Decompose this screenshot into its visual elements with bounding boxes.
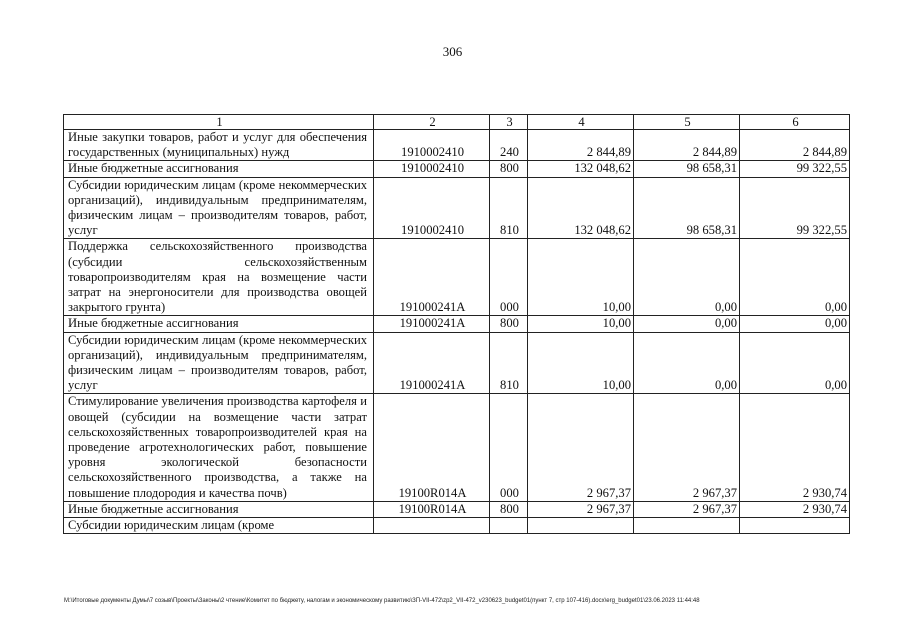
- row-value-6: 2 930,74: [740, 501, 850, 517]
- row-value-4: 132 048,62: [528, 177, 634, 239]
- row-value-5: 2 844,89: [634, 130, 740, 161]
- row-value-4: [528, 518, 634, 534]
- row-value-6: 99 322,55: [740, 161, 850, 177]
- row-value-5: 0,00: [634, 316, 740, 332]
- row-value-5: [634, 518, 740, 534]
- row-kind: 800: [490, 161, 528, 177]
- row-value-4: 10,00: [528, 332, 634, 394]
- row-name: Субсидии юридическим лицам (кроме некоммерческих организаций), индивидуальным предпринимателям, физическим лицам – производителям товаров, работ, услуг: [64, 332, 374, 394]
- row-kind: 000: [490, 239, 528, 316]
- row-code: 191000241А: [374, 239, 490, 316]
- table-row: [64, 332, 850, 394]
- row-code: [374, 518, 490, 534]
- row-name: Иные закупки товаров, работ и услуг для обеспечения государственных (муниципальных) нужд: [64, 130, 374, 161]
- header-cell: 3: [490, 115, 528, 130]
- row-code: 1910002410: [374, 130, 490, 161]
- row-kind: 810: [490, 332, 528, 394]
- row-name: Иные бюджетные ассигнования: [64, 501, 374, 517]
- table-header-row: [64, 115, 850, 130]
- row-code: 1910002410: [374, 177, 490, 239]
- table-row: [64, 501, 850, 517]
- header-cell: 2: [374, 115, 490, 130]
- row-value-6: 0,00: [740, 239, 850, 316]
- row-code: 1910002410: [374, 161, 490, 177]
- row-name: Иные бюджетные ассигнования: [64, 316, 374, 332]
- row-kind: 240: [490, 130, 528, 161]
- header-cell: 1: [64, 115, 374, 130]
- row-kind: 800: [490, 501, 528, 517]
- table-row: [64, 239, 850, 316]
- header-cell: 5: [634, 115, 740, 130]
- header-cell: 4: [528, 115, 634, 130]
- header-cell: 6: [740, 115, 850, 130]
- document-footer-path: M:\Итоговые документы Думы\7 созыв\Проекты\Законы\2 чтение\Комитет по бюджету, налогам и экономическому развитию\ЗП-VII-472\zp2_VII-472_v230623_budget01(пункт 7, стр 107-416).docx\erg_budget01\23.06.2023 11:44:48: [64, 598, 700, 604]
- page-number: 306: [442, 44, 463, 59]
- row-name: Субсидии юридическим лицам (кроме некоммерческих организаций), индивидуальным предпринимателям, физическим лицам – производителям товаров, работ, услуг: [64, 177, 374, 239]
- budget-table: [63, 114, 850, 534]
- table-row: [64, 518, 850, 534]
- row-name: Стимулирование увеличения производства картофеля и овощей (субсидии на возмещение части затрат сельскохозяйственных товаропроизводителей края на проведение агротехнологических работ, повышение уровня экологической безопасности сельскохозяйственного производства, а также на повышение плодородия и качества почв): [64, 394, 374, 501]
- row-value-4: 10,00: [528, 316, 634, 332]
- row-value-4: 132 048,62: [528, 161, 634, 177]
- row-value-5: 2 967,37: [634, 394, 740, 501]
- row-value-5: 98 658,31: [634, 161, 740, 177]
- table-row: [64, 177, 850, 239]
- table-row: [64, 130, 850, 161]
- row-value-6: 0,00: [740, 316, 850, 332]
- row-value-4: 2 844,89: [528, 130, 634, 161]
- row-name: Поддержка сельскохозяйственного производства (субсидии сельскохозяйственным товаропроизводителям края на возмещение части затрат на энергоносители для производства овощей закрытого грунта): [64, 239, 374, 316]
- row-value-4: 10,00: [528, 239, 634, 316]
- row-code: 19100R014А: [374, 501, 490, 517]
- row-value-6: 0,00: [740, 332, 850, 394]
- row-kind: 800: [490, 316, 528, 332]
- row-value-4: 2 967,37: [528, 394, 634, 501]
- row-value-5: 2 967,37: [634, 501, 740, 517]
- table-row: [64, 394, 850, 501]
- row-code: 191000241А: [374, 332, 490, 394]
- row-value-6: 2 844,89: [740, 130, 850, 161]
- row-value-5: 0,00: [634, 332, 740, 394]
- row-code: 191000241А: [374, 316, 490, 332]
- table-row: [64, 161, 850, 177]
- table-row: [64, 316, 850, 332]
- row-kind: 000: [490, 394, 528, 501]
- row-value-5: 98 658,31: [634, 177, 740, 239]
- row-value-6: 2 930,74: [740, 394, 850, 501]
- row-name: Субсидии юридическим лицам (кроме: [64, 518, 374, 534]
- row-name: Иные бюджетные ассигнования: [64, 161, 374, 177]
- row-kind: [490, 518, 528, 534]
- row-value-6: [740, 518, 850, 534]
- row-value-5: 0,00: [634, 239, 740, 316]
- row-code: 19100R014А: [374, 394, 490, 501]
- row-kind: 810: [490, 177, 528, 239]
- row-value-6: 99 322,55: [740, 177, 850, 239]
- row-value-4: 2 967,37: [528, 501, 634, 517]
